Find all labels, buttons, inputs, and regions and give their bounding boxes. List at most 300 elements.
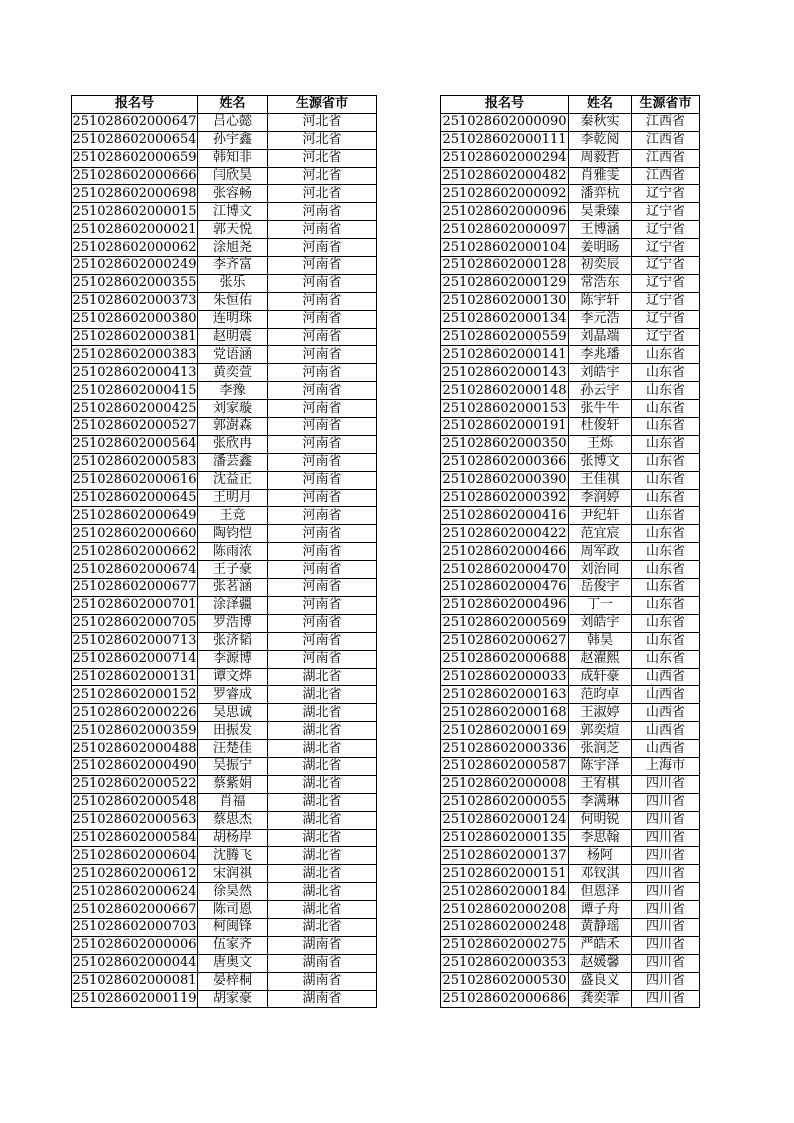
column-gap [377,883,441,901]
column-gap [377,149,441,167]
name-cell: 潘芸鑫 [198,453,268,471]
table-row [72,650,700,668]
name-cell: 潘弈杭 [569,185,632,203]
name-cell: 李元浩 [569,310,632,328]
registration-no-cell: 251028602000627 [442,633,567,649]
header-name-right: 姓名 [569,96,632,114]
province-cell: 山西省 [632,722,700,740]
column-gap [377,525,441,543]
table-row [72,453,700,471]
column-gap [377,382,441,400]
column-gap [377,274,441,292]
name-cell: 李乾阅 [569,131,632,149]
table-row [72,489,700,507]
registration-no-cell: 251028602000090 [442,114,567,130]
registration-no-cell: 251028602000701 [72,597,197,613]
registration-no-cell: 251028602000714 [72,651,197,667]
name-cell: 谭文烨 [198,668,268,686]
province-cell: 湖北省 [268,704,377,722]
registration-no-cell: 251028602000119 [72,990,197,1006]
column-gap [377,257,441,275]
registration-no-cell: 251028602000148 [442,382,567,398]
province-cell: 四川省 [632,883,700,901]
registration-no-cell: 251028602000659 [72,150,197,166]
province-cell: 山东省 [632,364,700,382]
province-cell: 湖北省 [268,829,377,847]
province-cell: 湖南省 [268,954,377,972]
province-cell: 山东省 [632,400,700,418]
province-cell: 四川省 [632,972,700,990]
province-cell: 河北省 [268,149,377,167]
registration-no-cell: 251028602000703 [72,919,197,935]
name-cell: 吕心懿 [198,113,268,131]
name-cell: 党语涵 [198,346,268,364]
province-cell: 河南省 [268,382,377,400]
header-registration-no: 报名号 [72,96,198,114]
column-gap [377,704,441,722]
province-cell: 四川省 [632,918,700,936]
table-row [72,847,700,865]
name-cell: 范昀卓 [569,686,632,704]
registration-no-cell: 251028602000081 [72,973,197,989]
province-cell: 山东省 [632,650,700,668]
column-gap [377,614,441,632]
registration-no-cell: 251028602000476 [442,579,567,595]
registration-no-cell: 251028602000141 [442,346,567,362]
name-cell: 陶钧恺 [198,525,268,543]
registration-no-cell: 251028602000021 [72,221,197,237]
table-row [72,131,700,149]
name-cell: 赵濯熙 [569,650,632,668]
column-gap [377,579,441,597]
table-row [72,346,700,364]
registration-no-cell: 251028602000168 [442,704,567,720]
registration-no-cell: 251028602000522 [72,776,197,792]
table-row [72,829,700,847]
column-gap [377,310,441,328]
registration-no-cell: 251028602000248 [442,919,567,935]
registration-no-cell: 251028602000604 [72,847,197,863]
registration-no-cell: 251028602000169 [442,722,567,738]
registration-no-cell: 251028602000143 [442,364,567,380]
province-cell: 河南省 [268,328,377,346]
name-cell: 韩昊 [569,632,632,650]
province-cell: 山西省 [632,704,700,722]
column-gap [377,113,441,131]
province-cell: 山东省 [632,471,700,489]
province-cell: 四川省 [632,865,700,883]
registration-no-cell: 251028602000380 [72,311,197,327]
province-cell: 湖南省 [268,936,377,954]
registration-no-cell: 251028602000124 [442,812,567,828]
name-cell: 陈宇轩 [569,292,632,310]
registration-no-cell: 251028602000496 [442,597,567,613]
name-cell: 陈雨浓 [198,543,268,561]
table-row [72,918,700,936]
table-row [72,525,700,543]
registration-no-cell: 251028602000612 [72,865,197,881]
registration-no-cell: 251028602000163 [442,686,567,702]
table-row [72,149,700,167]
province-cell: 湖南省 [268,990,377,1008]
registration-no-cell: 251028602000559 [442,329,567,345]
name-cell: 闫欣昊 [198,167,268,185]
registration-no-cell: 251028602000336 [442,740,567,756]
registration-no-cell: 251028602000649 [72,507,197,523]
registration-no-cell: 251028602000366 [442,454,567,470]
registration-no-cell: 251028602000660 [72,525,197,541]
province-cell: 湖北省 [268,865,377,883]
name-cell: 唐奥文 [198,954,268,972]
admission-roster-table [71,95,700,1008]
name-cell: 王佳祺 [569,471,632,489]
province-cell: 湖北省 [268,811,377,829]
name-cell: 罗浩博 [198,614,268,632]
column-gap [377,901,441,919]
registration-no-cell: 251028602000208 [442,901,567,917]
province-cell: 湖北省 [268,847,377,865]
province-cell: 山东省 [632,346,700,364]
province-cell: 江西省 [632,149,700,167]
registration-no-cell: 251028602000135 [442,829,567,845]
column-gap [377,775,441,793]
registration-no-cell: 251028602000111 [442,132,567,148]
name-cell: 刘家璇 [198,400,268,418]
name-cell: 姜明旸 [569,239,632,257]
table-row [72,561,700,579]
province-cell: 山东省 [632,632,700,650]
registration-no-cell: 251028602000383 [72,346,197,362]
table-row [72,185,700,203]
registration-no-cell: 251028602000425 [72,400,197,416]
name-cell: 成轩豪 [569,668,632,686]
name-cell: 李润婷 [569,489,632,507]
province-cell: 河南省 [268,239,377,257]
registration-no-cell: 251028602000583 [72,454,197,470]
registration-no-cell: 251028602000033 [442,668,567,684]
column-gap [377,364,441,382]
province-cell: 湖南省 [268,972,377,990]
column-gap [377,185,441,203]
column-gap [377,543,441,561]
province-cell: 河南省 [268,489,377,507]
name-cell: 谭子舟 [569,901,632,919]
name-cell: 郭天悦 [198,221,268,239]
table-row [72,257,700,275]
name-cell: 孙云宇 [569,382,632,400]
province-cell: 江西省 [632,113,700,131]
name-cell: 宋润祺 [198,865,268,883]
province-cell: 湖北省 [268,775,377,793]
name-cell: 肖雅雯 [569,167,632,185]
name-cell: 但恩泽 [569,883,632,901]
name-cell: 盛良义 [569,972,632,990]
registration-no-cell: 251028602000647 [72,114,197,130]
registration-no-cell: 251028602000416 [442,507,567,523]
province-cell: 河北省 [268,167,377,185]
province-cell: 河南省 [268,203,377,221]
province-cell: 河南省 [268,543,377,561]
table-row [72,113,700,131]
name-cell: 江博文 [198,203,268,221]
table-row [72,757,700,775]
province-cell: 四川省 [632,829,700,847]
name-cell: 王明月 [198,489,268,507]
province-cell: 江西省 [632,167,700,185]
name-cell: 张容畅 [198,185,268,203]
table-row [72,364,700,382]
column-gap [377,346,441,364]
province-cell: 辽宁省 [632,203,700,221]
province-cell: 山东省 [632,418,700,436]
name-cell: 柯闽锋 [198,918,268,936]
header-province: 生源省市 [268,96,377,114]
registration-no-cell: 251028602000527 [72,418,197,434]
name-cell: 李兆璠 [569,346,632,364]
province-cell: 湖北省 [268,740,377,758]
table-row [72,382,700,400]
column-gap [377,418,441,436]
province-cell: 山西省 [632,740,700,758]
column-gap [377,292,441,310]
table-row [72,811,700,829]
column-gap [377,757,441,775]
name-cell: 罗睿成 [198,686,268,704]
column-gap [377,632,441,650]
name-cell: 常浩东 [569,274,632,292]
column-gap [377,865,441,883]
province-cell: 四川省 [632,811,700,829]
registration-no-cell: 251028602000381 [72,329,197,345]
name-cell: 岳俊宇 [569,579,632,597]
name-cell: 何明锐 [569,811,632,829]
registration-no-cell: 251028602000666 [72,168,197,183]
registration-no-cell: 251028602000008 [442,776,567,792]
table-row [72,596,700,614]
registration-no-cell: 251028602000698 [72,185,197,201]
table-row [72,954,700,972]
column-gap [377,561,441,579]
province-cell: 山东省 [632,453,700,471]
name-cell: 胡家豪 [198,990,268,1008]
province-cell: 河南省 [268,525,377,543]
table-row [72,167,700,185]
registration-no-cell: 251028602000044 [72,955,197,971]
province-cell: 河北省 [268,131,377,149]
name-cell: 邓钗淇 [569,865,632,883]
name-cell: 李满琳 [569,793,632,811]
column-gap [377,918,441,936]
registration-no-cell: 251028602000129 [442,275,567,291]
column-gap [377,811,441,829]
name-cell: 吴秉臻 [569,203,632,221]
name-cell: 晏梓桐 [198,972,268,990]
province-cell: 四川省 [632,847,700,865]
column-gap [377,221,441,239]
table-row [72,418,700,436]
province-cell: 辽宁省 [632,257,700,275]
column-gap [377,686,441,704]
registration-no-cell: 251028602000688 [442,651,567,667]
name-cell: 张牛牛 [569,400,632,418]
province-cell: 河南省 [268,400,377,418]
column-gap [377,471,441,489]
column-gap [377,328,441,346]
name-cell: 周军政 [569,543,632,561]
name-cell: 郭澍森 [198,418,268,436]
name-cell: 龚奕霏 [569,990,632,1008]
table-row [72,579,700,597]
registration-no-cell: 251028602000137 [442,847,567,863]
province-cell: 河南省 [268,471,377,489]
province-cell: 四川省 [632,990,700,1008]
registration-no-cell: 251028602000355 [72,275,197,291]
column-gap [377,167,441,185]
name-cell: 张润芝 [569,740,632,758]
province-cell: 山西省 [632,686,700,704]
registration-no-cell: 251028602000564 [72,436,197,452]
name-cell: 李齐富 [198,257,268,275]
name-cell: 胡杨岸 [198,829,268,847]
table-row [72,775,700,793]
column-gap [377,936,441,954]
registration-no-cell: 251028602000390 [442,472,567,488]
name-cell: 王淑婷 [569,704,632,722]
column-gap [377,740,441,758]
column-gap [377,203,441,221]
registration-no-cell: 251028602000184 [442,883,567,899]
province-cell: 河南省 [268,561,377,579]
registration-no-cell: 251028602000677 [72,579,197,595]
province-cell: 河南省 [268,632,377,650]
column-gap [377,507,441,525]
province-cell: 山西省 [632,668,700,686]
name-cell: 王宥棋 [569,775,632,793]
table-row [72,239,700,257]
name-cell: 王烁 [569,435,632,453]
name-cell: 张茗涵 [198,579,268,597]
table-row [72,740,700,758]
registration-no-cell: 251028602000359 [72,722,197,738]
column-gap [377,435,441,453]
registration-no-cell: 251028602000097 [442,221,567,237]
name-cell: 刘治同 [569,561,632,579]
registration-no-cell: 251028602000006 [72,937,197,953]
table-row [72,310,700,328]
name-cell: 汪楚佳 [198,740,268,758]
column-gap [377,847,441,865]
table-row [72,543,700,561]
registration-no-cell: 251028602000153 [442,400,567,416]
province-cell: 山东省 [632,382,700,400]
header-registration-no-right: 报名号 [441,96,569,114]
name-cell: 丁一 [569,596,632,614]
name-cell: 吴振宁 [198,757,268,775]
name-cell: 赵明震 [198,328,268,346]
registration-no-cell: 251028602000488 [72,740,197,756]
registration-no-cell: 251028602000130 [442,293,567,309]
name-cell: 秦秋实 [569,113,632,131]
registration-no-cell: 251028602000705 [72,615,197,631]
registration-no-cell: 251028602000226 [72,704,197,720]
name-cell: 孙宇鑫 [198,131,268,149]
province-cell: 四川省 [632,793,700,811]
name-cell: 黄奕萱 [198,364,268,382]
registration-no-cell: 251028602000415 [72,382,197,398]
name-cell: 范宜宸 [569,525,632,543]
table-row [72,686,700,704]
name-cell: 李思翰 [569,829,632,847]
registration-no-cell: 251028602000191 [442,418,567,434]
column-gap [377,722,441,740]
table-row [72,722,700,740]
province-cell: 河南省 [268,274,377,292]
province-cell: 河南省 [268,364,377,382]
province-cell: 河南省 [268,310,377,328]
name-cell: 张欣冉 [198,435,268,453]
province-cell: 湖北省 [268,668,377,686]
table-row [72,614,700,632]
name-cell: 张乐 [198,274,268,292]
province-cell: 山东省 [632,614,700,632]
province-cell: 湖北省 [268,883,377,901]
province-cell: 湖北省 [268,686,377,704]
table-row [72,793,700,811]
name-cell: 张博文 [569,453,632,471]
province-cell: 河南省 [268,292,377,310]
table-row [72,328,700,346]
province-cell: 河南省 [268,614,377,632]
name-cell: 连明珠 [198,310,268,328]
name-cell: 严皓禾 [569,936,632,954]
province-cell: 四川省 [632,775,700,793]
registration-no-cell: 251028602000422 [442,525,567,541]
name-cell: 陈宇泽 [569,757,632,775]
province-cell: 湖北省 [268,757,377,775]
name-cell: 王竞 [198,507,268,525]
registration-no-cell: 251028602000616 [72,472,197,488]
name-cell: 刘晶端 [569,328,632,346]
registration-no-cell: 251028602000151 [442,865,567,881]
column-gap [377,829,441,847]
province-cell: 山东省 [632,525,700,543]
province-cell: 河南省 [268,257,377,275]
name-cell: 陈司恩 [198,901,268,919]
name-cell: 吴思诚 [198,704,268,722]
table-row [72,203,700,221]
column-gap [377,954,441,972]
name-cell: 赵媛馨 [569,954,632,972]
province-cell: 河南省 [268,418,377,436]
name-cell: 黄静瑶 [569,918,632,936]
name-cell: 刘皓宇 [569,364,632,382]
name-cell: 朱恒佑 [198,292,268,310]
name-cell: 初奕辰 [569,257,632,275]
province-cell: 山东省 [632,543,700,561]
name-cell: 韩知非 [198,149,268,167]
registration-no-cell: 251028602000152 [72,686,197,702]
province-cell: 四川省 [632,936,700,954]
registration-no-cell: 251028602000584 [72,829,197,845]
name-cell: 王子豪 [198,561,268,579]
province-cell: 辽宁省 [632,274,700,292]
province-cell: 四川省 [632,901,700,919]
registration-no-cell: 251028602000294 [442,150,567,166]
registration-no-cell: 251028602000674 [72,561,197,577]
province-cell: 河南省 [268,650,377,668]
header-row [72,96,700,114]
registration-no-cell: 251028602000015 [72,203,197,219]
